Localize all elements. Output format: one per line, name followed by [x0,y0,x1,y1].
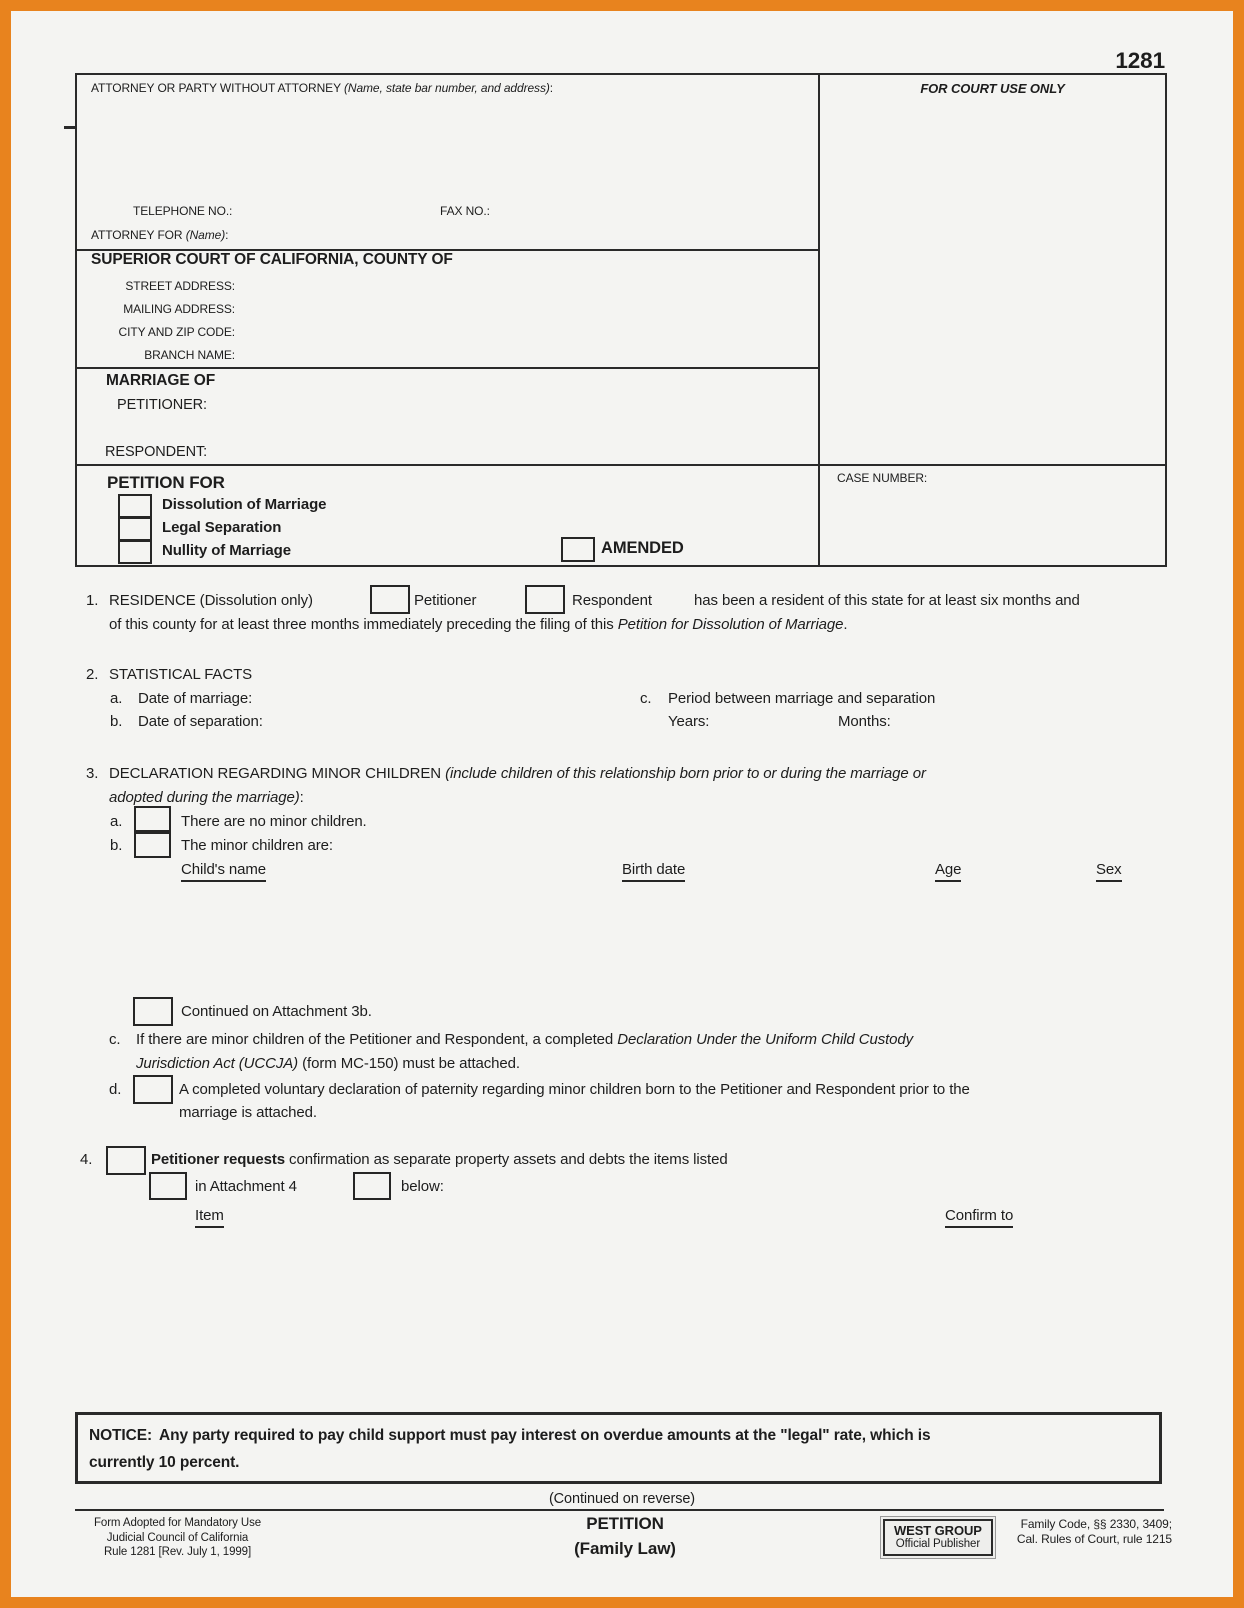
item1-number: 1. [86,592,99,609]
footer-form-title: PETITION [586,1514,664,1533]
footer-rule [75,1509,1164,1511]
item2-a-label: a. [110,690,123,707]
checkbox-minor-children-are[interactable] [134,830,171,858]
item1-line1-rest: has been a resident of this state for at least six months and [694,592,1080,609]
checkbox-paternity-declaration[interactable] [133,1075,173,1104]
item4-number: 4. [80,1151,93,1168]
checkbox-below[interactable] [353,1172,391,1200]
item4-line1: Petitioner requests confirmation as separate property assets and debts the items listed [151,1151,728,1168]
court-section-divider [75,367,820,369]
item3-c-label: c. [109,1031,121,1048]
item2-b-label: b. [110,713,123,730]
checkbox-continued-attachment-3b[interactable] [133,997,173,1026]
checkbox-amended[interactable] [561,537,595,562]
checkbox-legal-separation[interactable] [118,517,152,541]
item2-number: 2. [86,666,99,683]
item1-title: RESIDENCE (Dissolution only) [109,592,313,609]
option-legal-separation-label: Legal Separation [162,519,282,536]
respondent-label: RESPONDENT: [105,444,208,460]
checkbox-residence-petitioner[interactable] [370,585,410,614]
publisher-subtitle: Official Publisher [895,1538,981,1551]
footer-right-line2: Cal. Rules of Court, rule 1215 [1016,1532,1172,1546]
footer-left-line1: Form Adopted for Mandatory Use [93,1517,262,1529]
case-number-divider [75,464,1165,466]
item3-title: DECLARATION REGARDING MINOR CHILDREN (include children of this relationship born prior to or during the marriage or [109,765,926,782]
amended-label: AMENDED [601,539,684,557]
item3-number: 3. [86,765,99,782]
item2-a-text: Date of marriage: [138,690,253,707]
item3-a-label: a. [110,813,123,830]
item3-d-label: d. [109,1081,122,1098]
column-header-item: Item [195,1207,224,1228]
item3-a-text: There are no minor children. [181,813,367,830]
continued-on-reverse: (Continued on reverse) [548,1491,696,1507]
item2-c-label: c. [640,690,652,707]
publisher-name: WEST GROUP [894,1523,982,1538]
checkbox-nullity[interactable] [118,540,152,564]
street-address-label: STREET ADDRESS: [125,279,235,293]
footer-left-line2: Judicial Council of California [106,1531,249,1544]
form-number: 1281 [1115,48,1165,73]
item3-c-line2: Jurisdiction Act (UCCJA) (form MC-150) must be attached. [136,1055,520,1072]
attorney-label-paren: (Name, state bar number, and address) [344,81,550,95]
column-header-birth-date: Birth date [622,861,685,882]
item3-d-line2: marriage is attached. [179,1104,317,1121]
item3-title-line2: adopted during the marriage): [109,789,304,806]
item2-title: STATISTICAL FACTS [109,666,253,683]
item2-months-label: Months: [838,713,891,730]
item2-b-text: Date of separation: [138,713,263,730]
column-header-age: Age [935,861,961,882]
item4-in-attachment-label: in Attachment 4 [195,1178,297,1195]
city-zip-label: CITY AND ZIP CODE: [118,325,235,339]
item1-respondent-label: Respondent [572,592,652,609]
margin-tick [64,126,77,129]
item3-continued-text: Continued on Attachment 3b. [181,1003,372,1020]
option-dissolution-label: Dissolution of Marriage [162,496,327,513]
notice-label: NOTICE: [89,1427,153,1444]
checkbox-dissolution[interactable] [118,494,152,518]
checkbox-residence-respondent[interactable] [525,585,565,614]
item1-line2: of this county for at least three months immediately preceding the filing of this Petition for Dissolution of Marriage. [109,616,848,633]
court-title: SUPERIOR COURT OF CALIFORNIA, COUNTY OF [91,251,453,268]
item3-b-text: The minor children are: [181,837,333,854]
item2-years-label: Years: [668,713,710,730]
checkbox-in-attachment-4[interactable] [149,1172,187,1200]
item4-below-label: below: [401,1178,444,1195]
footer-form-subtitle: (Family Law) [574,1539,676,1559]
for-court-use-label: FOR COURT USE ONLY [920,81,1065,96]
petitioner-label: PETITIONER: [117,397,207,413]
footer-left-line3: Rule 1281 [Rev. July 1, 1999] [103,1546,252,1558]
case-number-label: CASE NUMBER: [837,471,928,485]
item1-petitioner-label: Petitioner [414,592,477,609]
notice-box [75,1412,1162,1484]
petition-for-title: PETITION FOR [107,473,225,492]
attorney-label-text: ATTORNEY OR PARTY WITHOUT ATTORNEY [91,81,344,95]
item3-b-label: b. [110,837,123,854]
branch-name-label: BRANCH NAME: [144,348,235,362]
telephone-label: TELEPHONE NO.: [133,204,233,218]
footer-left-block [70,1516,285,1560]
footer-right-line1: Family Code, §§ 2330, 3409; [1020,1517,1172,1531]
fax-label: FAX NO.: [440,204,490,218]
column-header-childs-name: Child's name [181,861,266,882]
attorney-label: ATTORNEY OR PARTY WITHOUT ATTORNEY (Name, state bar number, and address): [91,81,553,95]
footer-right-block [972,1517,1172,1547]
item3-c-line1: If there are minor children of the Petitioner and Respondent, a completed Declaration Under the Uniform Child Custody [136,1031,914,1048]
notice-line1: NOTICE: Any party required to pay child support must pay interest on overdue amounts at the "legal" rate, which is [89,1427,931,1444]
footer-title-block [450,1514,800,1559]
marriage-of-label: MARRIAGE OF [106,372,216,389]
option-nullity-label: Nullity of Marriage [162,542,291,559]
column-header-sex: Sex [1096,861,1122,882]
column-header-confirm-to: Confirm to [945,1207,1013,1228]
item2-c-text: Period between marriage and separation [668,690,936,707]
mailing-address-label: MAILING ADDRESS: [123,302,235,316]
item3-d-line1: A completed voluntary declaration of paternity regarding minor children born to the Petitioner and Respondent prior to the [179,1081,970,1098]
attorney-for-label: ATTORNEY FOR (Name): [91,228,229,242]
notice-line2: currently 10 percent. [89,1454,240,1471]
header-vertical-divider [818,73,820,565]
header-box [75,73,1167,567]
checkbox-petitioner-requests[interactable] [106,1146,146,1175]
